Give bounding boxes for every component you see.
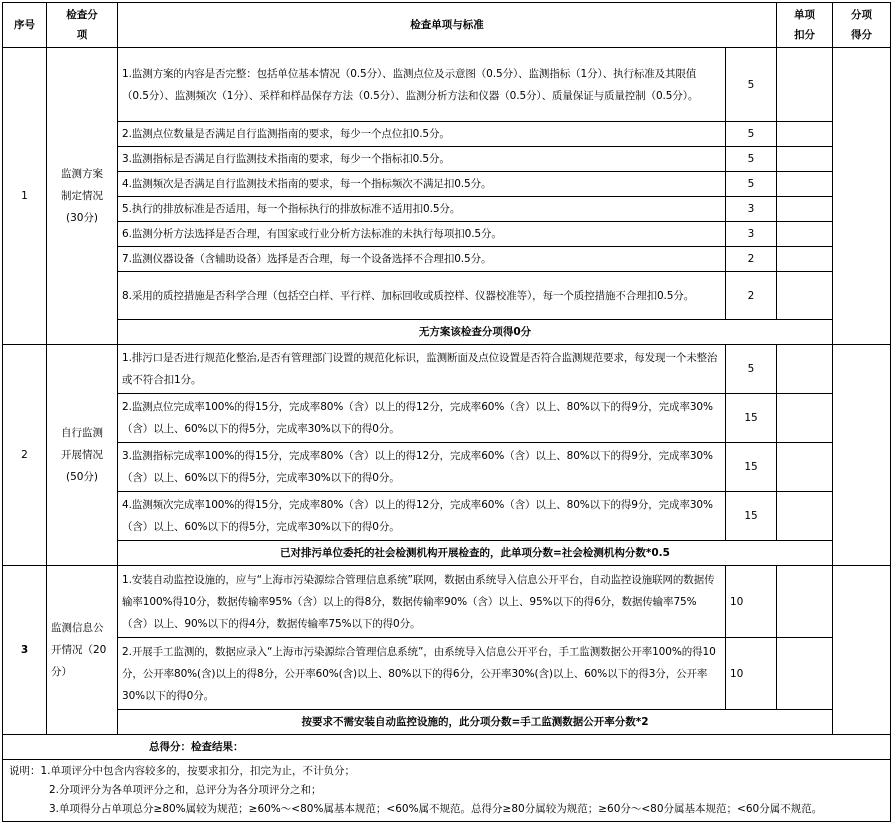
table-row	[3, 443, 891, 492]
category-line: 制定情况	[61, 190, 103, 202]
table-row	[3, 147, 891, 172]
deduct-cell[interactable]	[777, 272, 833, 320]
item-score: 3	[726, 197, 777, 222]
table-row	[3, 48, 891, 122]
deduct-cell[interactable]	[777, 492, 833, 541]
item-score: 10	[726, 638, 777, 710]
table-row	[3, 638, 891, 710]
deduct-cell[interactable]	[777, 222, 833, 247]
legend-line: 说明：1.单项评分中包含内容较多的，按要求扣分，扣完为止，不计负分；	[9, 765, 356, 777]
item-text: 1.监测方案的内容是否完整：包括单位基本情况（0.5分）、监测点位及示意图（0.5分）、监测指标（1分）、执行标准及其限值（0.5分）、监测频次（1分）、采样和样品保存方法（0.5分）、监测分析方法和仪器（0.5分）、质量保证与质量控制（0.5分）。	[118, 48, 726, 122]
table-row	[3, 492, 891, 541]
item-score: 3	[726, 222, 777, 247]
deduct-cell[interactable]	[777, 345, 833, 394]
section-score-cell[interactable]	[833, 566, 891, 735]
total-label[interactable]: 总得分：检查结果：	[3, 735, 891, 760]
category-line: 自行监测	[61, 427, 103, 439]
item-score: 5	[726, 147, 777, 172]
deduct-cell[interactable]	[777, 122, 833, 147]
table-row	[3, 172, 891, 197]
section-no: 2	[3, 345, 47, 566]
section-no: 1	[3, 48, 47, 345]
inspection-score-sheet	[2, 2, 890, 830]
item-score: 15	[726, 492, 777, 541]
item-text: 8.采用的质控措施是否科学合理（包括空白样、平行样、加标回收或质控样、仪器校准等），每一个质控措施不合理扣0.5分。	[118, 272, 726, 320]
table-row	[3, 272, 891, 320]
section-note-row	[3, 541, 891, 566]
item-text: 5.执行的排放标准是否适用，每一个指标执行的排放标准不适用扣0.5分。	[118, 197, 726, 222]
legend-line: 3.单项得分占单项总分≥80%属较为规范；≥60%～<80%属基本规范；<60%属不规范。总得分≥80分属较为规范；≥60分～<80分属基本规范；<60分属不规范。	[49, 803, 823, 815]
header-row	[3, 3, 891, 48]
table-row	[3, 566, 891, 638]
category-line: 监测方案	[61, 168, 103, 180]
section-score-cell[interactable]	[833, 345, 891, 566]
section-note-row	[3, 320, 891, 345]
item-score: 5	[726, 122, 777, 147]
item-text: 1.排污口是否进行规范化整治,是否有管理部门设置的规范化标识，监测断面及点位设置是否符合监测规范要求，每发现一个未整治或不符合扣1分。	[118, 345, 726, 394]
section-note: 已对排污单位委托的社会检测机构开展检查的，此单项分数=社会检测机构分数*0.5	[118, 541, 833, 566]
category-line: (50分)	[65, 471, 99, 483]
header-deduct	[777, 3, 833, 48]
deduct-cell[interactable]	[777, 443, 833, 492]
header-deduct-label: 单项扣分	[794, 9, 815, 41]
category-line: 开展情况	[61, 449, 103, 461]
item-text: 2.开展手工监测的，数据应录入“上海市污染源综合管理信息系统”，由系统导入信息公开平台，手工监测数据公开率100%的得10分，公开率80%(含)以上的得8分，公开率60%(含)以上、80%以下的得6分，公开率30%(含)以上、60%以下的得3分，公开率30%以下的得0分。	[118, 638, 726, 710]
header-no: 序号	[3, 3, 47, 48]
item-text: 3.监测指标是否满足自行监测技术指南的要求，每少一个指标扣0.5分。	[118, 147, 726, 172]
header-category	[47, 3, 118, 48]
item-score: 10	[726, 566, 777, 638]
category-line: 开情况（20	[51, 644, 107, 656]
deduct-cell[interactable]	[777, 566, 833, 638]
header-items: 检查单项与标准	[118, 3, 777, 48]
legend-row	[3, 760, 891, 822]
section-note: 按要求不需安装自动监控设施的，此分项分数=手工监测数据公开率分数*2	[118, 710, 833, 735]
deduct-cell[interactable]	[777, 48, 833, 122]
section-note-row	[3, 710, 891, 735]
item-text: 3.监测指标完成率100%的得15分，完成率80%（含）以上的得12分，完成率60%（含）以上、80%以下的得9分，完成率30%（含）以上、60%以下的得5分，完成率30%以下的得0分。	[118, 443, 726, 492]
section-category	[47, 345, 118, 566]
item-text: 4.监测频次是否满足自行监测技术指南的要求，每一个指标频次不满足扣0.5分。	[118, 172, 726, 197]
table-row	[3, 345, 891, 394]
item-text: 2.监测点位完成率100%的得15分，完成率80%（含）以上的得12分，完成率60%（含）以上、80%以下的得9分，完成率30%（含）以上、60%以下的得5分，完成率30%以下的得0分。	[118, 394, 726, 443]
legend-line: 2.分项评分为各单项评分之和，总评分为各分项评分之和；	[49, 784, 322, 796]
section-category	[47, 566, 118, 735]
table-row	[3, 394, 891, 443]
header-score-label: 分项得分	[851, 9, 872, 41]
total-row	[3, 735, 891, 760]
item-score: 2	[726, 247, 777, 272]
item-text: 4.监测频次完成率100%的得15分，完成率80%（含）以上的得12分，完成率60%（含）以上、80%以下的得9分，完成率30%（含）以上、60%以下的得5分，完成率30%以下的得0分。	[118, 492, 726, 541]
deduct-cell[interactable]	[777, 197, 833, 222]
deduct-cell[interactable]	[777, 147, 833, 172]
item-text: 7.监测仪器设备（含辅助设备）选择是否合理，每一个设备选择不合理扣0.5分。	[118, 247, 726, 272]
deduct-cell[interactable]	[777, 172, 833, 197]
section-score-cell[interactable]	[833, 48, 891, 345]
item-text: 6.监测分析方法选择是否合理，有国家或行业分析方法标准的未执行每项扣0.5分。	[118, 222, 726, 247]
section-category	[47, 48, 118, 345]
section-no: 3	[3, 566, 47, 735]
item-score: 5	[726, 345, 777, 394]
legend	[3, 760, 891, 822]
category-line: (30分)	[65, 212, 99, 224]
item-text: 2.监测点位数量是否满足自行监测指南的要求，每少一个点位扣0.5分。	[118, 122, 726, 147]
category-line: 监测信息公	[51, 622, 104, 634]
deduct-cell[interactable]	[777, 638, 833, 710]
table-row	[3, 122, 891, 147]
item-score: 5	[726, 172, 777, 197]
deduct-cell[interactable]	[777, 394, 833, 443]
section-note: 无方案该检查分项得0分	[118, 320, 833, 345]
category-line: 分）	[51, 666, 72, 678]
header-score	[833, 3, 891, 48]
item-text: 1.安装自动监控设施的，应与“上海市污染源综合管理信息系统”联网，数据由系统导入信息公开平台，自动监控设施联网的数据传输率100%得10分，数据传输率95%（含）以上的得8分，数据传输率90%（含）以上、95%以下的得6分，数据传输率75%（含）以上、90%以下的得4分，数据传输率75%以下的得0分。	[118, 566, 726, 638]
table-row	[3, 222, 891, 247]
table-row	[3, 197, 891, 222]
item-score: 5	[726, 48, 777, 122]
deduct-cell[interactable]	[777, 247, 833, 272]
inspection-table	[2, 2, 891, 822]
item-score: 2	[726, 272, 777, 320]
header-category-label: 检查分项	[66, 9, 98, 41]
item-score: 15	[726, 443, 777, 492]
table-row	[3, 247, 891, 272]
item-score: 15	[726, 394, 777, 443]
